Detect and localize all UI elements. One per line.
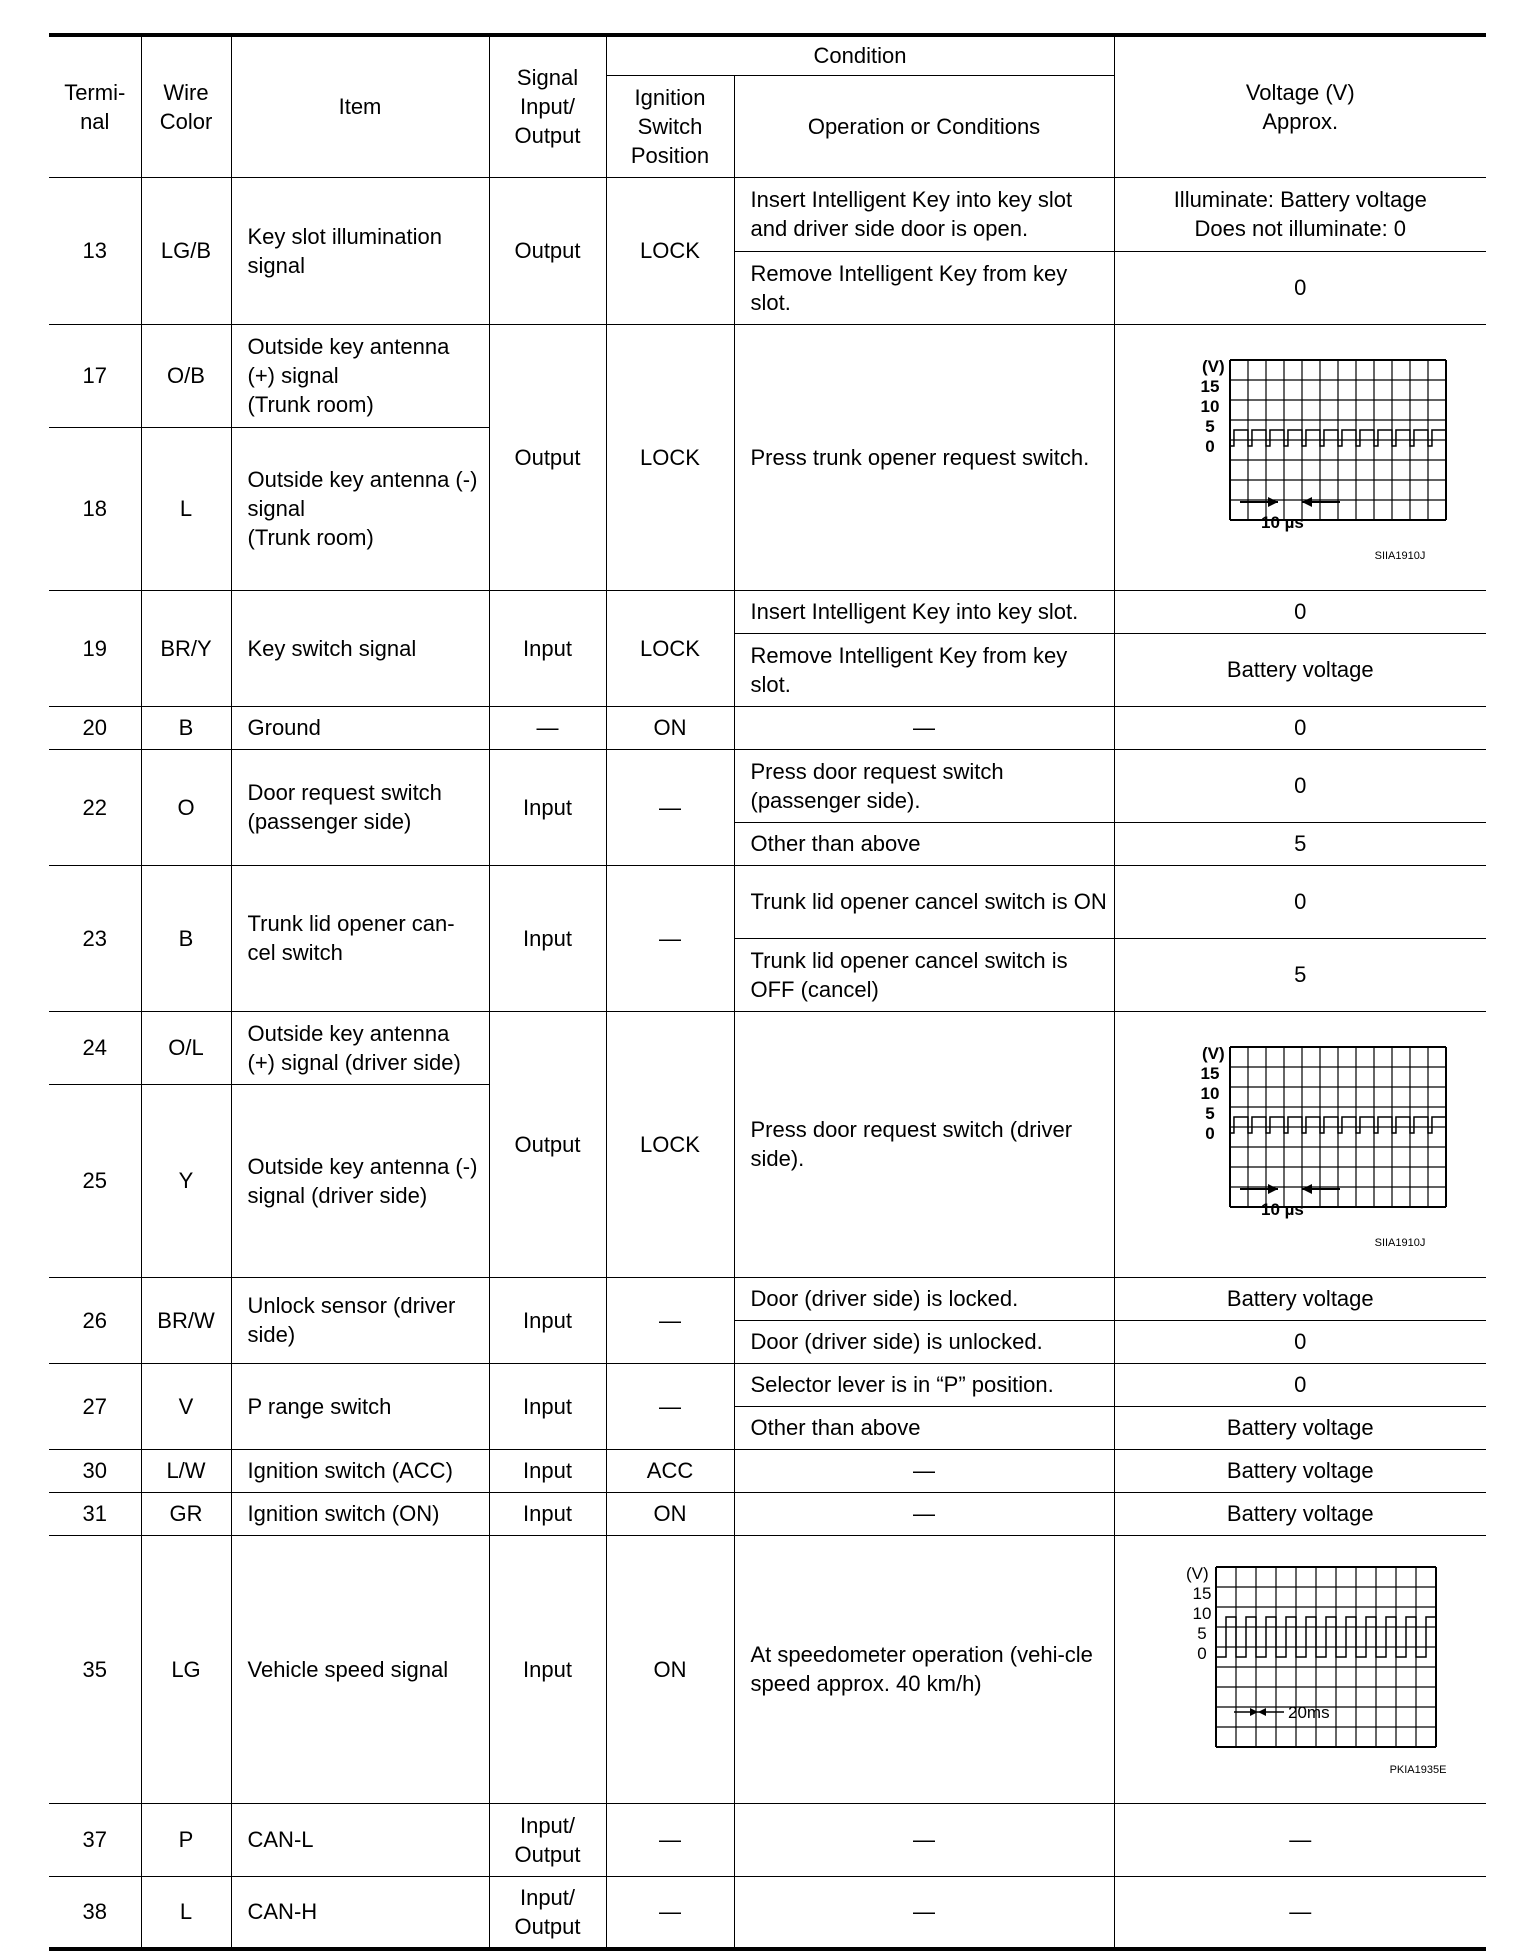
scope-unit-label: (V) bbox=[1202, 1044, 1225, 1063]
terminal-reference-table bbox=[49, 33, 1486, 1951]
operation-cell: — bbox=[734, 1449, 1114, 1492]
voltage-cell: — bbox=[1114, 1803, 1486, 1876]
item-cell: Trunk lid opener can-cel switch bbox=[231, 865, 489, 1011]
voltage-cell: 5 bbox=[1114, 938, 1486, 1011]
wire-color-cell: O/B bbox=[141, 324, 231, 427]
operation-cell: Door (driver side) is unlocked. bbox=[734, 1320, 1114, 1363]
wire-color-cell: O/L bbox=[141, 1011, 231, 1084]
wire-color-cell: L bbox=[141, 1876, 231, 1949]
operation-cell: — bbox=[734, 1803, 1114, 1876]
terminal-cell: 27 bbox=[49, 1363, 141, 1449]
header-operation: Operation or Conditions bbox=[734, 75, 1114, 177]
waveform-cell bbox=[1114, 324, 1486, 590]
ignition-cell: — bbox=[606, 1277, 734, 1363]
terminal-cell: 18 bbox=[49, 427, 141, 590]
wire-color-cell: B bbox=[141, 865, 231, 1011]
operation-cell: — bbox=[734, 706, 1114, 749]
operation-cell: Insert Intelligent Key into key slot and driver side door is open. bbox=[734, 177, 1114, 251]
voltage-cell: Battery voltage bbox=[1114, 1277, 1486, 1320]
time-arrowhead-right bbox=[1258, 1708, 1266, 1716]
time-arrowhead-left bbox=[1250, 1708, 1258, 1716]
terminal-cell: 13 bbox=[49, 177, 141, 324]
terminal-cell: 31 bbox=[49, 1492, 141, 1535]
scope-tick-label: 15 bbox=[1200, 1064, 1220, 1083]
voltage-cell: 0 bbox=[1114, 1363, 1486, 1406]
voltage-cell: 0 bbox=[1114, 251, 1486, 324]
scope-waveform bbox=[1216, 1617, 1436, 1657]
terminal-cell: 24 bbox=[49, 1011, 141, 1084]
signal-io-cell: Input bbox=[489, 1535, 606, 1803]
wire-color-cell: P bbox=[141, 1803, 231, 1876]
operation-cell: — bbox=[734, 1492, 1114, 1535]
wire-color-cell: LG bbox=[141, 1535, 231, 1803]
time-arrowhead-left bbox=[1268, 497, 1278, 507]
scope-tick-label: 10 bbox=[1192, 1604, 1212, 1623]
voltage-cell: 0 bbox=[1114, 590, 1486, 633]
wire-color-cell: B bbox=[141, 706, 231, 749]
signal-io-cell: Input bbox=[489, 1277, 606, 1363]
signal-io-cell: Input bbox=[489, 749, 606, 865]
scope-tick-label: 5 bbox=[1205, 1104, 1215, 1123]
ignition-cell: ON bbox=[606, 706, 734, 749]
scope-tick-label: 10 bbox=[1200, 1084, 1220, 1103]
scope-tick-label: 15 bbox=[1192, 1584, 1212, 1603]
scope-tick-label: 0 bbox=[1205, 437, 1215, 456]
operation-cell: Other than above bbox=[734, 1406, 1114, 1449]
wire-color-cell: V bbox=[141, 1363, 231, 1449]
item-cell: Unlock sensor (driver side) bbox=[231, 1277, 489, 1363]
item-cell: Ignition switch (ON) bbox=[231, 1492, 489, 1535]
antenna-waveform-diagram bbox=[1150, 1039, 1450, 1249]
header-signal-io: Signal Input/ Output bbox=[489, 35, 606, 177]
wire-color-cell: GR bbox=[141, 1492, 231, 1535]
scope-tick-label: 0 bbox=[1197, 1644, 1207, 1663]
operation-cell: Remove Intelligent Key from key slot. bbox=[734, 633, 1114, 706]
wire-color-cell: L/W bbox=[141, 1449, 231, 1492]
signal-io-cell: Input bbox=[489, 865, 606, 1011]
signal-io-cell: Input bbox=[489, 1363, 606, 1449]
item-cell: P range switch bbox=[231, 1363, 489, 1449]
waveform-cell bbox=[1114, 1535, 1486, 1803]
item-cell: Outside key antenna (-) signal (driver side) bbox=[231, 1084, 489, 1277]
operation-cell: Other than above bbox=[734, 822, 1114, 865]
item-cell: Key slot illumination signal bbox=[231, 177, 489, 324]
voltage-cell: Illuminate: Battery voltage Does not illuminate: 0 bbox=[1114, 177, 1486, 251]
terminal-cell: 38 bbox=[49, 1876, 141, 1949]
terminal-cell: 26 bbox=[49, 1277, 141, 1363]
terminal-table-sheet bbox=[49, 33, 1486, 1951]
voltage-cell: 5 bbox=[1114, 822, 1486, 865]
operation-cell: Insert Intelligent Key into key slot. bbox=[734, 590, 1114, 633]
item-cell: Door request switch (passenger side) bbox=[231, 749, 489, 865]
time-arrowhead-right bbox=[1302, 1184, 1312, 1194]
ignition-cell: — bbox=[606, 1876, 734, 1949]
header-condition: Condition bbox=[606, 35, 1114, 75]
scope-unit-label: (V) bbox=[1186, 1564, 1209, 1583]
figure-code: SIIA1910J bbox=[1374, 550, 1426, 562]
ignition-cell: ON bbox=[606, 1535, 734, 1803]
signal-io-cell: Input bbox=[489, 1492, 606, 1535]
signal-io-cell: Output bbox=[489, 324, 606, 590]
wire-color-cell: Y bbox=[141, 1084, 231, 1277]
scope-tick-label: 5 bbox=[1197, 1624, 1207, 1643]
voltage-cell: — bbox=[1114, 1876, 1486, 1949]
operation-cell: — bbox=[734, 1876, 1114, 1949]
wire-color-cell: BR/Y bbox=[141, 590, 231, 706]
figure-code: PKIA1935E bbox=[1389, 1764, 1447, 1776]
item-cell: Outside key antenna (-) signal (Trunk room) bbox=[231, 427, 489, 590]
voltage-cell: 0 bbox=[1114, 749, 1486, 822]
scope-time-label: 10 µs bbox=[1261, 1200, 1305, 1219]
ignition-cell: ACC bbox=[606, 1449, 734, 1492]
header-wire-color: Wire Color bbox=[141, 35, 231, 177]
operation-cell: Door (driver side) is locked. bbox=[734, 1277, 1114, 1320]
scope-tick-label: 0 bbox=[1205, 1124, 1215, 1143]
ignition-cell: — bbox=[606, 1803, 734, 1876]
ignition-cell: LOCK bbox=[606, 590, 734, 706]
voltage-cell: Battery voltage bbox=[1114, 1492, 1486, 1535]
ignition-cell: LOCK bbox=[606, 1011, 734, 1277]
voltage-cell: 0 bbox=[1114, 1320, 1486, 1363]
item-cell: Ground bbox=[231, 706, 489, 749]
item-cell: Key switch signal bbox=[231, 590, 489, 706]
figure-code: SIIA1910J bbox=[1374, 1237, 1426, 1249]
operation-cell: Remove Intelligent Key from key slot. bbox=[734, 251, 1114, 324]
terminal-cell: 25 bbox=[49, 1084, 141, 1277]
signal-io-cell: Input/ Output bbox=[489, 1803, 606, 1876]
operation-cell: Trunk lid opener cancel switch is ON bbox=[734, 865, 1114, 938]
terminal-cell: 30 bbox=[49, 1449, 141, 1492]
terminal-cell: 20 bbox=[49, 706, 141, 749]
voltage-cell: Battery voltage bbox=[1114, 1406, 1486, 1449]
terminal-cell: 17 bbox=[49, 324, 141, 427]
time-arrowhead-right bbox=[1302, 497, 1312, 507]
ignition-cell: ON bbox=[606, 1492, 734, 1535]
operation-cell: Selector lever is in “P” position. bbox=[734, 1363, 1114, 1406]
antenna-waveform-diagram bbox=[1150, 352, 1450, 562]
header-terminal: Termi- nal bbox=[49, 35, 141, 177]
scope-time-label: 20ms bbox=[1288, 1703, 1330, 1722]
wire-color-cell: LG/B bbox=[141, 177, 231, 324]
voltage-cell: Battery voltage bbox=[1114, 633, 1486, 706]
operation-cell: At speedometer operation (vehi-cle speed approx. 40 km/h) bbox=[734, 1535, 1114, 1803]
signal-io-cell: Output bbox=[489, 177, 606, 324]
terminal-cell: 19 bbox=[49, 590, 141, 706]
scope-tick-label: 15 bbox=[1200, 377, 1220, 396]
item-cell: Outside key antenna (+) signal (Trunk room) bbox=[231, 324, 489, 427]
signal-io-cell: — bbox=[489, 706, 606, 749]
wire-color-cell: BR/W bbox=[141, 1277, 231, 1363]
ignition-cell: LOCK bbox=[606, 177, 734, 324]
voltage-cell: 0 bbox=[1114, 865, 1486, 938]
ignition-cell: — bbox=[606, 865, 734, 1011]
wire-color-cell: L bbox=[141, 427, 231, 590]
item-cell: Outside key antenna (+) signal (driver side) bbox=[231, 1011, 489, 1084]
operation-cell: Press trunk opener request switch. bbox=[734, 324, 1114, 590]
header-item: Item bbox=[231, 35, 489, 177]
terminal-cell: 37 bbox=[49, 1803, 141, 1876]
operation-cell: Press door request switch (driver side). bbox=[734, 1011, 1114, 1277]
ignition-cell: — bbox=[606, 749, 734, 865]
scope-waveform bbox=[1230, 430, 1446, 446]
terminal-cell: 22 bbox=[49, 749, 141, 865]
header-ignition-position: Ignition Switch Position bbox=[606, 75, 734, 177]
item-cell: CAN-H bbox=[231, 1876, 489, 1949]
signal-io-cell: Input/ Output bbox=[489, 1876, 606, 1949]
scope-unit-label: (V) bbox=[1202, 357, 1225, 376]
signal-io-cell: Input bbox=[489, 1449, 606, 1492]
voltage-cell: 0 bbox=[1114, 706, 1486, 749]
ignition-cell: LOCK bbox=[606, 324, 734, 590]
item-cell: Vehicle speed signal bbox=[231, 1535, 489, 1803]
operation-cell: Trunk lid opener cancel switch is OFF (cancel) bbox=[734, 938, 1114, 1011]
voltage-cell: Battery voltage bbox=[1114, 1449, 1486, 1492]
scope-time-label: 10 µs bbox=[1261, 513, 1305, 532]
scope-tick-label: 5 bbox=[1205, 417, 1215, 436]
scope-waveform bbox=[1230, 1117, 1446, 1133]
speed-waveform-diagram bbox=[1150, 1559, 1450, 1779]
operation-cell: Press door request switch (passenger side). bbox=[734, 749, 1114, 822]
wire-color-cell: O bbox=[141, 749, 231, 865]
signal-io-cell: Output bbox=[489, 1011, 606, 1277]
waveform-cell bbox=[1114, 1011, 1486, 1277]
time-arrowhead-left bbox=[1268, 1184, 1278, 1194]
scope-tick-label: 10 bbox=[1200, 397, 1220, 416]
signal-io-cell: Input bbox=[489, 590, 606, 706]
ignition-cell: — bbox=[606, 1363, 734, 1449]
item-cell: CAN-L bbox=[231, 1803, 489, 1876]
header-voltage: Voltage (V) Approx. bbox=[1114, 35, 1486, 177]
terminal-cell: 23 bbox=[49, 865, 141, 1011]
item-cell: Ignition switch (ACC) bbox=[231, 1449, 489, 1492]
terminal-cell: 35 bbox=[49, 1535, 141, 1803]
